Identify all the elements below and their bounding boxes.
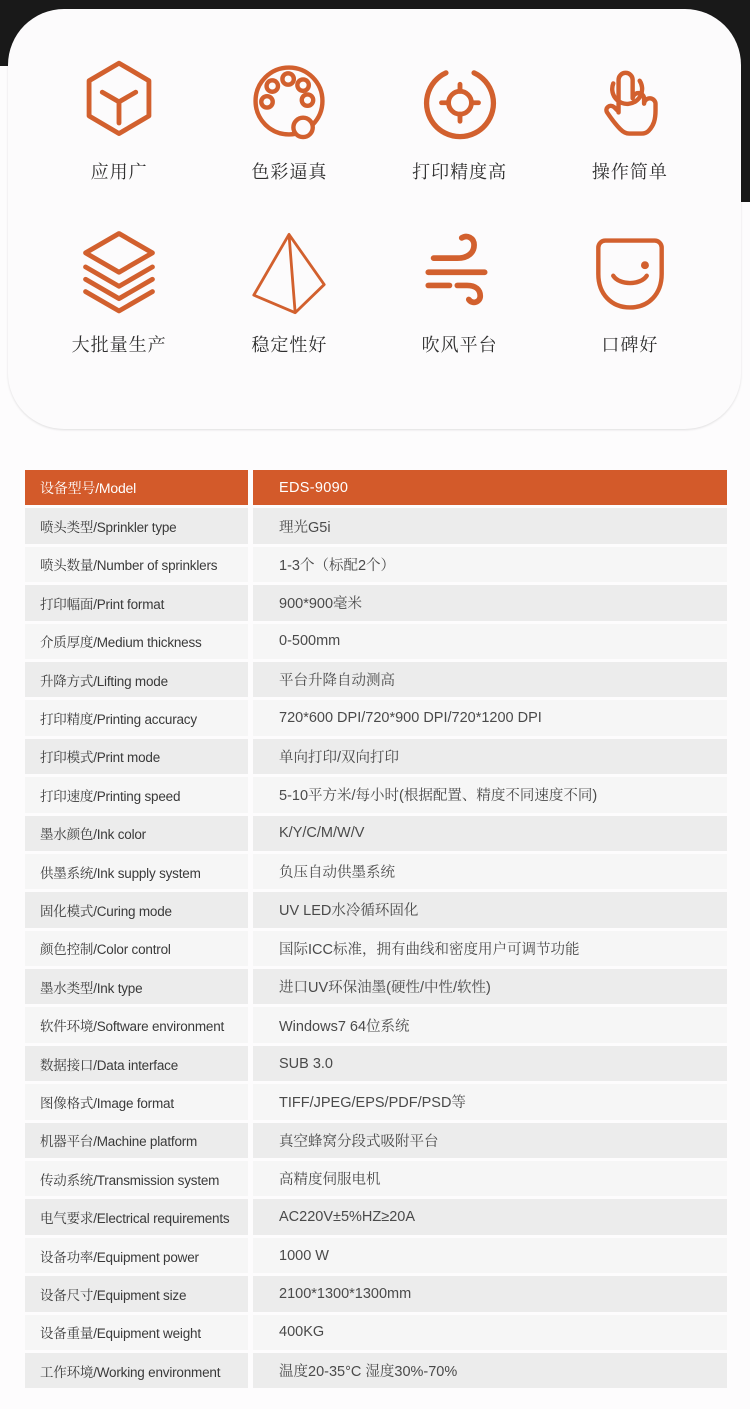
spec-label: 固化模式/Curing mode [25, 892, 253, 927]
spec-row [25, 1238, 727, 1276]
wind-icon [416, 230, 504, 318]
spec-value: 温度20-35°C 湿度30%-70% [253, 1353, 727, 1388]
layers-icon [75, 230, 163, 318]
spec-value: 0-500mm [253, 624, 727, 659]
pyramid-icon [245, 230, 333, 318]
spec-row [25, 969, 727, 1007]
spec-row [25, 1353, 727, 1391]
spec-value: AC220V±5%HZ≥20A [253, 1199, 727, 1234]
spec-value: 5-10平方米/每小时(根据配置、精度不同速度不同) [253, 777, 727, 812]
spec-label: 机器平台/Machine platform [25, 1123, 253, 1158]
spec-row [25, 585, 727, 623]
spec-value: 1-3个（标配2个） [253, 547, 727, 582]
feature-item [204, 230, 374, 357]
spec-label: 电气要求/Electrical requirements [25, 1199, 253, 1234]
spec-label: 墨水类型/Ink type [25, 969, 253, 1004]
spec-value: UV LED水冷循环固化 [253, 892, 727, 927]
spec-label: 打印模式/Print mode [25, 739, 253, 774]
spec-label: 传动系统/Transmission system [25, 1161, 253, 1196]
spec-row [25, 931, 727, 969]
spec-value: 1000 W [253, 1238, 727, 1273]
palette-icon [245, 57, 333, 145]
features-card [8, 9, 741, 429]
spec-row [25, 624, 727, 662]
spec-row [25, 547, 727, 585]
feature-label: 色彩逼真 [251, 162, 328, 182]
spec-value: SUB 3.0 [253, 1046, 727, 1081]
spec-row [25, 1199, 727, 1237]
cube-icon [75, 57, 163, 145]
spec-row [25, 662, 727, 700]
spec-label: 喷头数量/Number of sprinklers [25, 547, 253, 582]
tap-hand-icon [586, 57, 674, 145]
spec-row [25, 777, 727, 815]
spec-header-label: 设备型号/Model [25, 470, 253, 505]
spec-row [25, 892, 727, 930]
spec-row [25, 739, 727, 777]
spec-value: TIFF/JPEG/EPS/PDF/PSD等 [253, 1084, 727, 1119]
spec-label: 数据接口/Data interface [25, 1046, 253, 1081]
spec-label: 设备功率/Equipment power [25, 1238, 253, 1273]
spec-label: 图像格式/Image format [25, 1084, 253, 1119]
spec-row [25, 1161, 727, 1199]
spec-value: 400KG [253, 1315, 727, 1350]
feature-item [375, 57, 545, 184]
feature-item [545, 57, 715, 184]
spec-label: 介质厚度/Medium thickness [25, 624, 253, 659]
spec-value: 进口UV环保油墨(硬性/中性/软性) [253, 969, 727, 1004]
spec-label: 喷头类型/Sprinkler type [25, 508, 253, 543]
spec-row [25, 508, 727, 546]
smile-icon [586, 230, 674, 318]
features-grid [34, 57, 715, 357]
feature-label: 稳定性好 [251, 335, 328, 355]
spec-row [25, 1046, 727, 1084]
spec-label: 打印精度/Printing accuracy [25, 700, 253, 735]
spec-label: 打印幅面/Print format [25, 585, 253, 620]
feature-item [545, 230, 715, 357]
spec-row [25, 1123, 727, 1161]
spec-label: 打印速度/Printing speed [25, 777, 253, 812]
spec-value: 真空蜂窝分段式吸附平台 [253, 1123, 727, 1158]
feature-label: 应用广 [90, 162, 148, 182]
spec-label: 软件环境/Software environment [25, 1007, 253, 1042]
spec-value: 平台升降自动测高 [253, 662, 727, 697]
feature-label: 大批量生产 [71, 335, 167, 355]
spec-row [25, 1276, 727, 1314]
spec-row [25, 1084, 727, 1122]
spec-label: 升降方式/Lifting mode [25, 662, 253, 697]
spec-value: 负压自动供墨系统 [253, 854, 727, 889]
spec-label: 供墨系统/Ink supply system [25, 854, 253, 889]
feature-item [204, 57, 374, 184]
spec-header-value: EDS-9090 [253, 470, 727, 505]
feature-label: 打印精度高 [412, 162, 508, 182]
spec-value: K/Y/C/M/W/V [253, 816, 727, 851]
spec-label: 工作环境/Working environment [25, 1353, 253, 1388]
spec-row [25, 1007, 727, 1045]
spec-value: 理光G5i [253, 508, 727, 543]
spec-value: 900*900毫米 [253, 585, 727, 620]
spec-value: 国际ICC标准，拥有曲线和密度用户可调节功能 [253, 931, 727, 966]
feature-label: 口碑好 [601, 335, 659, 355]
spec-header-row [25, 470, 727, 508]
spec-row [25, 1315, 727, 1353]
spec-value: Windows7 64位系统 [253, 1007, 727, 1042]
spec-value: 720*600 DPI/720*900 DPI/720*1200 DPI [253, 700, 727, 735]
spec-table [25, 470, 727, 1391]
spec-label: 设备重量/Equipment weight [25, 1315, 253, 1350]
spec-label: 设备尺寸/Equipment size [25, 1276, 253, 1311]
spec-row [25, 854, 727, 892]
feature-label: 操作简单 [591, 162, 668, 182]
spec-label: 墨水颜色/Ink color [25, 816, 253, 851]
feature-item [375, 230, 545, 357]
spec-value: 高精度伺服电机 [253, 1161, 727, 1196]
feature-label: 吹风平台 [421, 335, 498, 355]
spec-label: 颜色控制/Color control [25, 931, 253, 966]
target-icon [416, 57, 504, 145]
spec-row [25, 816, 727, 854]
feature-item [34, 57, 204, 184]
spec-value: 2100*1300*1300mm [253, 1276, 727, 1311]
spec-row [25, 700, 727, 738]
spec-value: 单向打印/双向打印 [253, 739, 727, 774]
feature-item [34, 230, 204, 357]
